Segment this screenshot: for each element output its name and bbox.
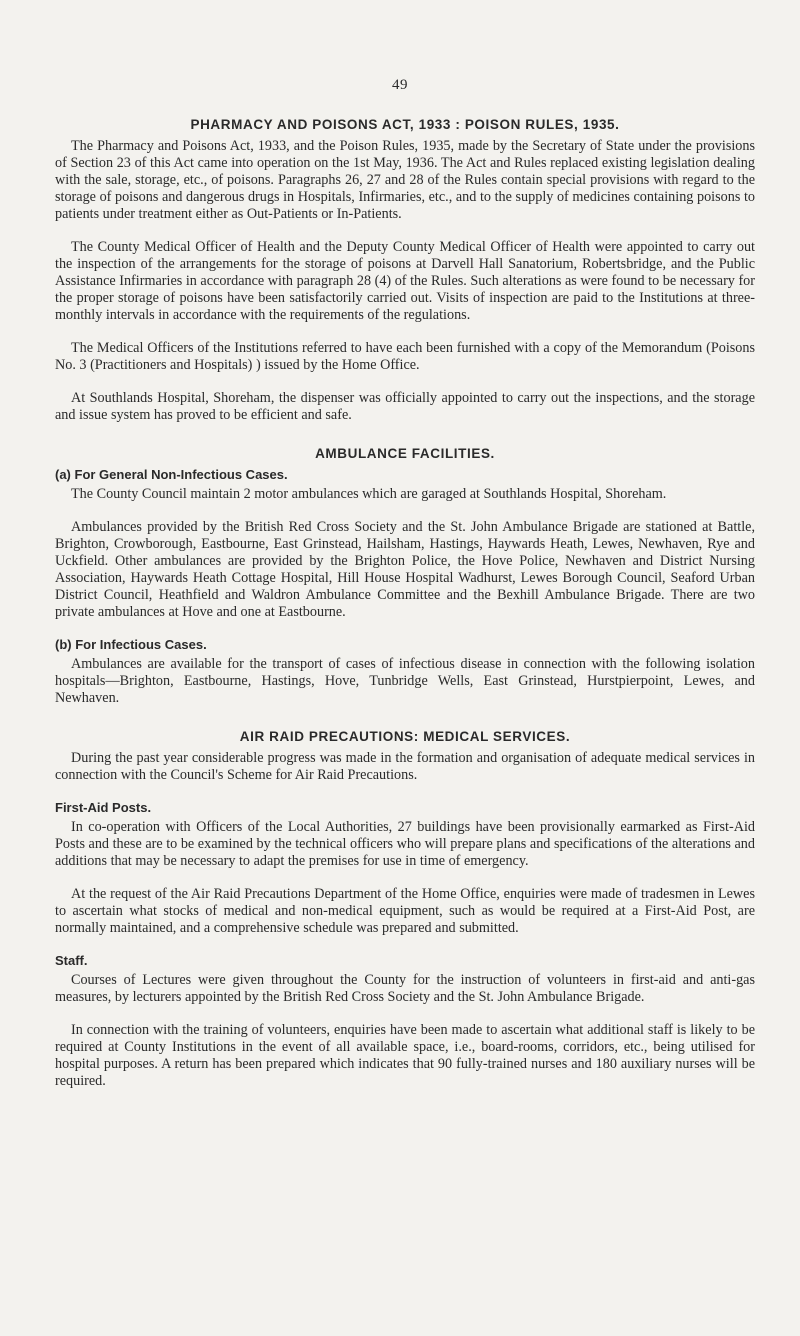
section-title: AIR RAID PRECAUTIONS: MEDICAL SERVICES.: [239, 729, 571, 744]
paragraph: Ambulances provided by the British Red Cross Society and the St. John Ambulance Brigade are stationed at Battle, Brighton, Crowborough, Eastbourne, East Grinstead, Hailsham, Hastings, Haywards Heath, Lewes, Newhaven, Rye and Uckfield. Other ambulances are provided by the Brighton Police, the Hove Police, Newhaven and District Nursing Association, Haywards Heath Cottage Hospital, Hill House Hospital Wadhurst, Lewes Borough Council, Seaford Urban District Council, Heathfield and Waldron Ambulance Committee and the Bexhill Ambulance Brigade. There are two private ambulances at Hove and one at Eastbourne.: [55, 519, 755, 620]
subheading: (a) For General Non-Infectious Cases.: [55, 467, 288, 482]
paragraph: In connection with the training of volunteers, enquiries have been made to ascertain what additional staff is likely to be required at County Institutions in the event of all available space, i.e., board-rooms, corridors, etc., being utilised for hospital purposes. A return has been prepared which indicates that 90 fully-trained nurses and 180 auxiliary nurses will be required.: [55, 1022, 755, 1089]
section-pharmacy: [55, 117, 755, 424]
paragraph: Ambulances are available for the transport of cases of infectious disease in connection with the following isolation hospitals—Brighton, Eastbourne, Hastings, Hove, Tunbridge Wells, East Grinstead, Hurstpierpoint, Lewes, and Newhaven.: [55, 656, 755, 706]
paragraph: Courses of Lectures were given throughout the County for the instruction of volunteers in first-aid and anti-gas measures, by lecturers appointed by the British Red Cross Society and the St. John Ambulance Brigade.: [55, 972, 755, 1005]
section-title: PHARMACY AND POISONS ACT, 1933 : POISON RULES, 1935.: [190, 117, 620, 132]
page-content: [55, 117, 755, 1090]
paragraph: The Pharmacy and Poisons Act, 1933, and the Poison Rules, 1935, made by the Secretary of State under the provisions of Section 23 of this Act came into operation on the 1st May, 1936. The Act and Rules replaced existing legislation dealing with the sale, storage, etc., of poisons. Paragraphs 26, 27 and 28 of the Rules contain special provisions with regard to the storage of poisons and dangerous drugs in Hospitals, Infirmaries, etc., and to the supply of medicines containing poisons to patients under treatment either as Out-Patients or In-Patients.: [55, 138, 755, 222]
page-number: 49: [392, 77, 408, 93]
subheading: Staff.: [55, 953, 88, 968]
paragraph: In co-operation with Officers of the Local Authorities, 27 buildings have been provisionally earmarked as First-Aid Posts and these are to be examined by the technical officers who will prepare plans and specifications of the alterations and additions that may be necessary to adapt the premises for use in time of emergency.: [55, 819, 755, 869]
paragraph: During the past year considerable progress was made in the formation and organisation of adequate medical services in connection with the Council's Scheme for Air Raid Precautions.: [55, 750, 755, 783]
paragraph: The County Council maintain 2 motor ambulances which are garaged at Southlands Hospital, Shoreham.: [71, 486, 667, 502]
paragraph: The County Medical Officer of Health and the Deputy County Medical Officer of Health were appointed to carry out the inspection of the arrangements for the storage of poisons at Darvell Hall Sanatorium, Robertsbridge, and the Public Assistance Infirmaries in accordance with paragraph 28 (4) of the Rules. Such alterations as were found to be necessary for the proper storage of poisons have been satisfactorily carried out. Visits of inspection are paid to the Institutions at three-monthly intervals in accordance with the requirements of the regulations.: [55, 239, 755, 323]
section-title: AMBULANCE FACILITIES.: [315, 446, 495, 461]
paragraph: At Southlands Hospital, Shoreham, the dispenser was officially appointed to carry out the inspections, and the storage and issue system has proved to be efficient and safe.: [55, 390, 755, 423]
subheading: First-Aid Posts.: [55, 800, 152, 815]
section-ambulance: [55, 446, 755, 707]
paragraph: At the request of the Air Raid Precautions Department of the Home Office, enquiries were made of tradesmen in Lewes to ascertain what stocks of medical and non-medical equipment, such as would be required at a First-Aid Post, are normally maintained, and a comprehensive schedule was prepared and submitted.: [55, 886, 755, 936]
subheading: (b) For Infectious Cases.: [55, 637, 207, 652]
section-air-raid: [55, 729, 755, 1090]
paragraph: The Medical Officers of the Institutions referred to have each been furnished with a copy of the Memorandum (Poisons No. 3 (Practitioners and Hospitals) ) issued by the Home Office.: [55, 340, 755, 373]
